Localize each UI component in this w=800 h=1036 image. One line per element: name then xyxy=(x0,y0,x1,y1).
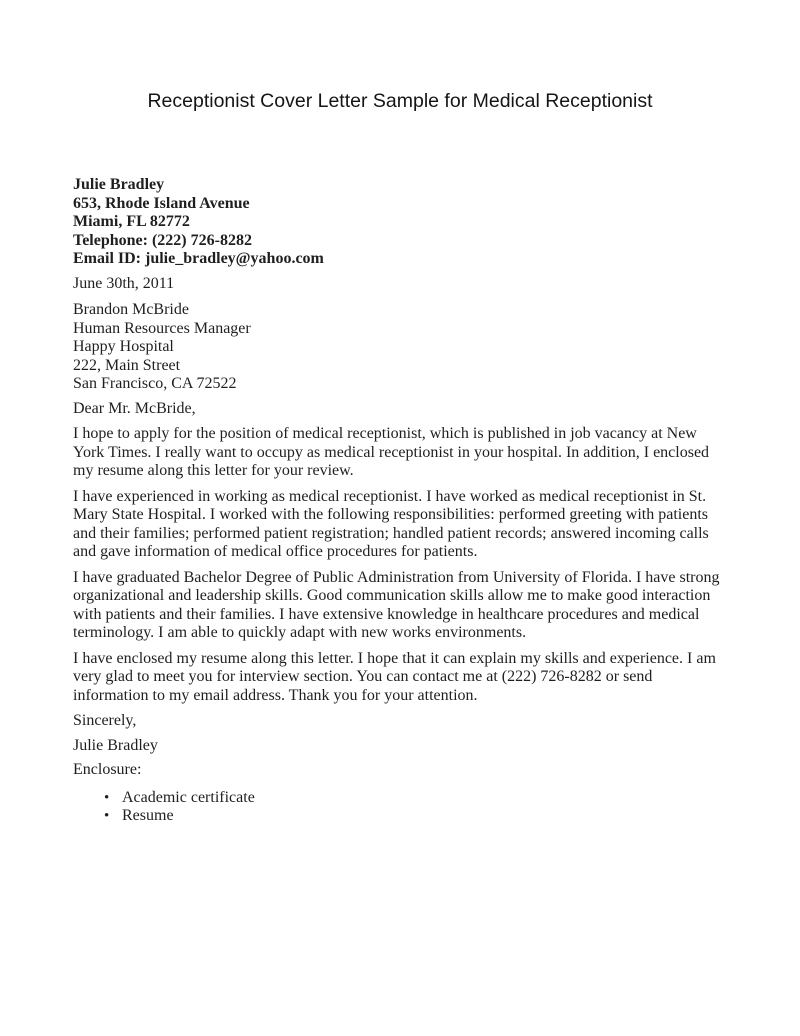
closing-phrase: Sincerely, xyxy=(73,712,137,729)
enclosure-item-label: Resume xyxy=(122,807,174,824)
enclosure-item-academic-certificate xyxy=(104,788,727,808)
sender-telephone: Telephone: (222) 726-8282 xyxy=(73,231,252,249)
body-paragraph-3: I have graduated Bachelor Degree of Public Administration from University of Florida. I have strong organizational and leadership skills. Good communication skills allow me to make good interaction with patients and their families. I have extensive knowledge in healthcare procedures and medical terminology. I am able to quickly adapt with new works environments. xyxy=(73,568,720,641)
recipient-name: Brandon McBride xyxy=(73,301,189,318)
enclosure-heading: Enclosure: xyxy=(73,761,142,778)
letter-title: Receptionist Cover Letter Sample for Medical Receptionist xyxy=(147,90,653,112)
letter-date: June 30th, 2011 xyxy=(73,274,175,292)
body-paragraph-2: I have experienced in working as medical receptionist. I have worked as medical receptionist in St. Mary State Hospital. I worked with the following responsibilities: performed greeting with patients and their families; performed patient registration; handled patient records; answered incoming calls and gave information of medical office procedures for patients. xyxy=(73,487,709,560)
sender-email: Email ID: julie_bradley@yahoo.com xyxy=(73,250,324,267)
sender-address-line-2: Miami, FL 82772 xyxy=(73,213,190,230)
bullet-icon: • xyxy=(104,808,110,824)
recipient-block xyxy=(73,301,727,394)
body-paragraph-4: I have enclosed my resume along this letter. I hope that it can explain my skills and experience. I am very glad to meet you for interview section. You can contact me at (222) 726-8282 or send information to my email address. Thank you for your attention. xyxy=(73,649,716,704)
sender-address-line-1: 653, Rhode Island Avenue xyxy=(73,194,250,212)
signature-name: Julie Bradley xyxy=(73,736,158,754)
enclosure-item-resume xyxy=(104,807,727,826)
recipient-city-state-zip: San Francisco, CA 72522 xyxy=(73,375,237,392)
bullet-icon: • xyxy=(104,789,110,806)
sender-block xyxy=(73,176,727,269)
recipient-street: 222, Main Street xyxy=(73,356,181,374)
recipient-organization: Happy Hospital xyxy=(73,338,174,355)
body-paragraph-1: I hope to apply for the position of medical receptionist, which is published in job vacancy at New York Times. I really want to occupy as medical receptionist in your hospital. In addition, I enclosed my resume along this letter for your review. xyxy=(73,425,710,479)
recipient-job-title: Human Resources Manager xyxy=(73,319,251,337)
salutation: Dear Mr. McBride, xyxy=(73,399,196,417)
sender-name: Julie Bradley xyxy=(73,176,165,193)
enclosure-list xyxy=(73,789,727,826)
enclosure-item-label: Academic certificate xyxy=(122,788,255,806)
